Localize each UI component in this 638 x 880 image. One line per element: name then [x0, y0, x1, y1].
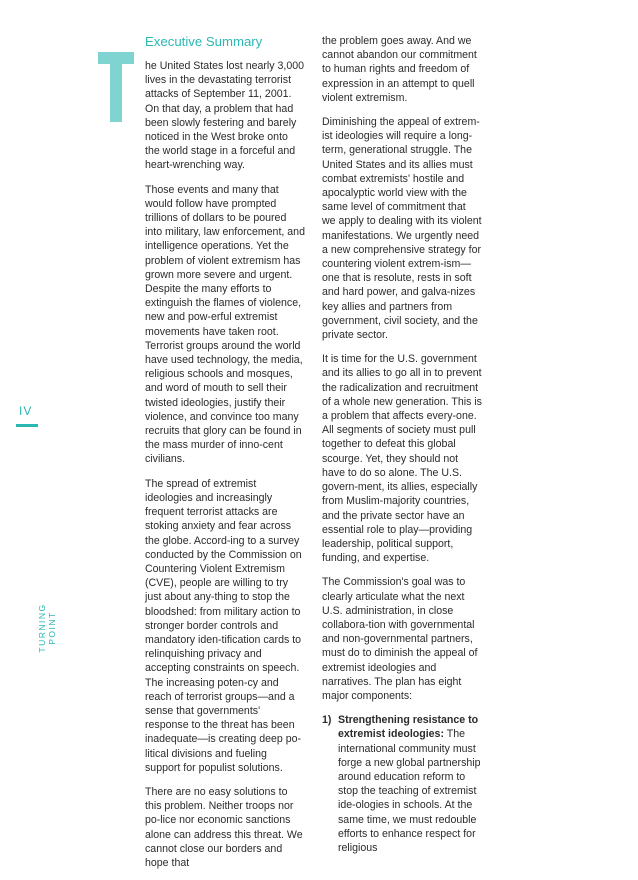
- dropcap-stem: [110, 52, 122, 122]
- list-item: [322, 713, 482, 855]
- left-column: [145, 34, 305, 880]
- paragraph: Diminishing the appeal of extrem-ist ideologies will require a long-term, generational struggle. The United States and its allies must combat extremists' hostile and apocalyptic world view with the same level of commitment that we apply to dealing with its violent manifestations. We urgently need a new comprehensive strategy for countering violent extrem-ism—one that is resolute, rests in soft and hard power, and galva-nizes key allies and partners from government, civil society, and the private sector.: [322, 116, 482, 342]
- running-label: TURNING POINT: [37, 603, 57, 653]
- paragraph: he United States lost nearly 3,000 lives in the devastating terrorist attacks of September 11, 2001. On that day, a problem that had been slowly festering and barely noticed in the West broke onto the world stage in a forceful and heart-wrenching way.: [145, 60, 305, 172]
- paragraph: The spread of extremist ideologies and increasingly frequent terrorist attacks are stoking anxiety and fear across the globe. Accord-ing to a survey conducted by the Commission on Countering Violent Extremism (CVE), people are willing to try just about any-thing to stop the bloodshed: from military action to stronger border controls and mandatory iden-tification cards to relinquishing privacy and accepting constraints on speech. The increasing poten-cy and reach of terrorist groups—and a sense that governments' response to the threat has been inadequate—is creating deep po-litical divisions and fueling support for populist solutions.: [145, 477, 302, 774]
- page-number: IV: [19, 404, 33, 418]
- paragraph: The Commission's goal was to clearly articulate what the next U.S. administration, in close collabora-tion with governmental and non-governmental partners, must do to diminish the appeal of extremist ideologies and narratives. The plan has eight major components:: [322, 576, 478, 702]
- list-lead: Strengthening resistance to extremist ideologies:: [338, 714, 479, 741]
- paragraph: Those events and many that would follow have prompted trillions of dollars to be poured into military, law enforcement, and intelligence operations. Yet the problem of violent extremism has grown more severe and urgent. Despite the many efforts to extinguish the flames of violence, new and pow-erful extremist movements have taken root. Terrorist groups around the world have used technology, the media, religious schools and mosques, and word of mouth to sell their twisted ideologies, justify their violence, and convince too many recruits that glory can be found in the mass murder of inno-cent civilians.: [145, 183, 305, 466]
- paragraph: the problem goes away. And we cannot abandon our commitment to human rights and freedom of expression in an attempt to quell violent extremism.: [322, 35, 477, 104]
- list-body: The international community must forge a new global partnership around education reform to stop the teaching of extremist ide-ologies in schools. At the same time, we must redouble efforts to enhance respect for religious: [338, 728, 481, 854]
- right-column: [322, 34, 482, 855]
- page-number-underline: [16, 424, 38, 427]
- paragraph: There are no easy solutions to this problem. Neither troops nor po-lice nor economic sanctions alone can address this threat. We cannot close our borders and hope that: [145, 785, 303, 869]
- paragraph: It is time for the U.S. government and its allies to go all in to prevent the radicalization and recruitment of a whole new generation. This is a problem that affects every-one. All segments of society must pull together to defeat this global scourge. Yet, they should not have to do so alone. The U.S. govern-ment, its allies, especially from Muslim-majority countries, and the private sector have an essential role to play—providing leadership, political support, funding, and expertise.: [322, 353, 482, 565]
- list-number: 1): [322, 714, 332, 727]
- section-heading: Executive Summary: [145, 34, 263, 49]
